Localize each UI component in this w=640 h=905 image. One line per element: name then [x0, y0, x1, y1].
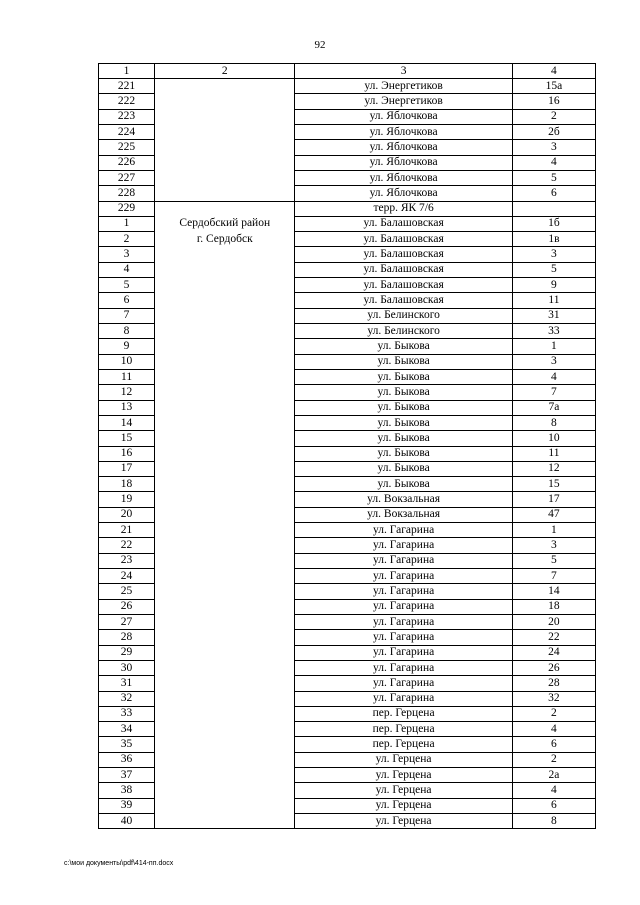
row-number-cell: 21 [99, 523, 155, 538]
table-row [99, 216, 596, 231]
district-cell [155, 79, 295, 94]
table-row [99, 201, 596, 216]
table-row [99, 109, 596, 124]
row-number-cell: 6 [99, 293, 155, 308]
table-row [99, 446, 596, 461]
house-number-cell: 20 [512, 614, 595, 629]
table-row [99, 385, 596, 400]
house-number-cell: 4 [512, 369, 595, 384]
district-cell [155, 369, 295, 384]
street-cell: ул. Гагарина [295, 614, 512, 629]
district-cell [155, 186, 295, 201]
row-number-cell: 227 [99, 170, 155, 185]
table-row [99, 814, 596, 829]
street-cell: пер. Герцена [295, 706, 512, 721]
district-cell [155, 308, 295, 323]
house-number-cell: 16 [512, 94, 595, 109]
row-number-cell: 38 [99, 783, 155, 798]
page-number: 92 [314, 39, 326, 51]
house-number-cell: 18 [512, 599, 595, 614]
table-row [99, 186, 596, 201]
district-cell [155, 155, 295, 170]
table-row [99, 232, 596, 247]
row-number-cell: 23 [99, 553, 155, 568]
house-number-cell: 9 [512, 278, 595, 293]
table-row [99, 278, 596, 293]
street-cell: ул. Гагарина [295, 676, 512, 691]
table-row [99, 523, 596, 538]
street-cell: ул. Быкова [295, 369, 512, 384]
house-number-cell: 4 [512, 155, 595, 170]
table-row [99, 768, 596, 783]
district-cell [155, 170, 295, 185]
district-cell [155, 507, 295, 522]
street-cell: ул. Гагарина [295, 691, 512, 706]
district-cell [155, 247, 295, 262]
row-number-cell: 31 [99, 676, 155, 691]
row-number-cell: 37 [99, 768, 155, 783]
street-cell: ул. Энергетиков [295, 79, 512, 94]
street-cell: ул. Быкова [295, 461, 512, 476]
row-number-cell: 24 [99, 569, 155, 584]
house-number-cell [512, 201, 595, 216]
table-row [99, 293, 596, 308]
row-number-cell: 36 [99, 752, 155, 767]
row-number-cell: 9 [99, 339, 155, 354]
house-number-cell: 1в [512, 232, 595, 247]
table-row [99, 140, 596, 155]
street-cell: ул. Гагарина [295, 553, 512, 568]
district-cell [155, 262, 295, 277]
street-cell: ул. Быкова [295, 431, 512, 446]
house-number-cell: 11 [512, 446, 595, 461]
street-cell: ул. Вокзальная [295, 492, 512, 507]
table-row [99, 553, 596, 568]
street-cell: ул. Герцена [295, 752, 512, 767]
street-cell: ул. Герцена [295, 783, 512, 798]
row-number-cell: 1 [99, 216, 155, 231]
district-cell [155, 431, 295, 446]
house-number-cell: 2 [512, 109, 595, 124]
table-row [99, 660, 596, 675]
table-row [99, 339, 596, 354]
row-number-cell: 16 [99, 446, 155, 461]
district-cell [155, 798, 295, 813]
street-cell: ул. Гагарина [295, 660, 512, 675]
row-number-cell: 11 [99, 369, 155, 384]
street-cell: ул. Балашовская [295, 216, 512, 231]
street-cell: ул. Гагарина [295, 569, 512, 584]
row-number-cell: 2 [99, 232, 155, 247]
table-row [99, 415, 596, 430]
district-cell: г. Сердобск [155, 232, 295, 247]
table-row [99, 722, 596, 737]
house-number-cell: 7 [512, 385, 595, 400]
row-number-cell: 221 [99, 79, 155, 94]
table-row [99, 507, 596, 522]
row-number-cell: 7 [99, 308, 155, 323]
house-number-cell: 4 [512, 783, 595, 798]
house-number-cell: 1 [512, 523, 595, 538]
table-row [99, 431, 596, 446]
house-number-cell: 6 [512, 737, 595, 752]
address-table-body [99, 79, 596, 829]
row-number-cell: 22 [99, 538, 155, 553]
house-number-cell: 3 [512, 247, 595, 262]
house-number-cell: 7 [512, 569, 595, 584]
row-number-cell: 15 [99, 431, 155, 446]
address-table [98, 63, 596, 829]
district-cell [155, 752, 295, 767]
table-header-row [99, 64, 596, 79]
table-row [99, 676, 596, 691]
district-cell: Сердобский район [155, 216, 295, 231]
district-cell [155, 278, 295, 293]
table-row [99, 155, 596, 170]
street-cell: ул. Яблочкова [295, 186, 512, 201]
street-cell: пер. Герцена [295, 737, 512, 752]
row-number-cell: 17 [99, 461, 155, 476]
table-row [99, 124, 596, 139]
table-row [99, 599, 596, 614]
table-row [99, 569, 596, 584]
house-number-cell: 3 [512, 140, 595, 155]
house-number-cell: 6 [512, 798, 595, 813]
street-cell: ул. Быкова [295, 400, 512, 415]
column-header-4: 4 [512, 64, 595, 79]
table-row [99, 477, 596, 492]
street-cell: ул. Быкова [295, 339, 512, 354]
street-cell: ул. Яблочкова [295, 155, 512, 170]
district-cell [155, 569, 295, 584]
house-number-cell: 32 [512, 691, 595, 706]
district-cell [155, 492, 295, 507]
table-row [99, 262, 596, 277]
house-number-cell: 3 [512, 538, 595, 553]
house-number-cell: 47 [512, 507, 595, 522]
table-row [99, 461, 596, 476]
street-cell: ул. Быкова [295, 385, 512, 400]
house-number-cell: 1б [512, 216, 595, 231]
district-cell [155, 400, 295, 415]
house-number-cell: 8 [512, 814, 595, 829]
street-cell: ул. Яблочкова [295, 170, 512, 185]
district-cell [155, 293, 295, 308]
house-number-cell: 2 [512, 706, 595, 721]
row-number-cell: 225 [99, 140, 155, 155]
address-table-header [99, 64, 596, 79]
row-number-cell: 32 [99, 691, 155, 706]
table-row [99, 324, 596, 339]
table-row [99, 538, 596, 553]
street-cell: ул. Белинского [295, 308, 512, 323]
row-number-cell: 35 [99, 737, 155, 752]
table-row [99, 783, 596, 798]
street-cell: ул. Балашовская [295, 247, 512, 262]
district-cell [155, 814, 295, 829]
district-cell [155, 339, 295, 354]
row-number-cell: 30 [99, 660, 155, 675]
street-cell: ул. Балашовская [295, 278, 512, 293]
district-cell [155, 461, 295, 476]
house-number-cell: 11 [512, 293, 595, 308]
street-cell: ул. Вокзальная [295, 507, 512, 522]
district-cell [155, 783, 295, 798]
house-number-cell: 15а [512, 79, 595, 94]
street-cell: ул. Гагарина [295, 599, 512, 614]
house-number-cell: 7а [512, 400, 595, 415]
street-cell: ул. Балашовская [295, 262, 512, 277]
district-cell [155, 324, 295, 339]
district-cell [155, 140, 295, 155]
street-cell: ул. Гагарина [295, 630, 512, 645]
row-number-cell: 228 [99, 186, 155, 201]
street-cell: ул. Быкова [295, 477, 512, 492]
row-number-cell: 12 [99, 385, 155, 400]
house-number-cell: 6 [512, 186, 595, 201]
table-row [99, 94, 596, 109]
row-number-cell: 3 [99, 247, 155, 262]
house-number-cell: 12 [512, 461, 595, 476]
row-number-cell: 33 [99, 706, 155, 721]
house-number-cell: 5 [512, 262, 595, 277]
house-number-cell: 24 [512, 645, 595, 660]
house-number-cell: 14 [512, 584, 595, 599]
street-cell: пер. Герцена [295, 722, 512, 737]
district-cell [155, 645, 295, 660]
table-row [99, 798, 596, 813]
row-number-cell: 224 [99, 124, 155, 139]
table-row [99, 737, 596, 752]
house-number-cell: 4 [512, 722, 595, 737]
street-cell: ул. Яблочкова [295, 109, 512, 124]
street-cell: ул. Яблочкова [295, 140, 512, 155]
district-cell [155, 737, 295, 752]
column-header-3: 3 [295, 64, 512, 79]
row-number-cell: 20 [99, 507, 155, 522]
column-header-2: 2 [155, 64, 295, 79]
district-cell [155, 706, 295, 721]
district-cell [155, 676, 295, 691]
table-row [99, 170, 596, 185]
row-number-cell: 19 [99, 492, 155, 507]
footer-file-path: c:\мои документы\pdf\414-пп.docx [64, 860, 174, 867]
table-row [99, 247, 596, 262]
house-number-cell: 17 [512, 492, 595, 507]
table-row [99, 752, 596, 767]
row-number-cell: 40 [99, 814, 155, 829]
row-number-cell: 223 [99, 109, 155, 124]
house-number-cell: 10 [512, 431, 595, 446]
row-number-cell: 28 [99, 630, 155, 645]
house-number-cell: 22 [512, 630, 595, 645]
row-number-cell: 10 [99, 354, 155, 369]
district-cell [155, 614, 295, 629]
house-number-cell: 8 [512, 415, 595, 430]
street-cell: терр. ЯК 7/6 [295, 201, 512, 216]
row-number-cell: 222 [99, 94, 155, 109]
district-cell [155, 477, 295, 492]
table-row [99, 614, 596, 629]
house-number-cell: 5 [512, 170, 595, 185]
street-cell: ул. Энергетиков [295, 94, 512, 109]
street-cell: ул. Быкова [295, 415, 512, 430]
district-cell [155, 523, 295, 538]
table-row [99, 354, 596, 369]
street-cell: ул. Гагарина [295, 523, 512, 538]
district-cell [155, 354, 295, 369]
street-cell: ул. Белинского [295, 324, 512, 339]
district-cell [155, 630, 295, 645]
column-header-1: 1 [99, 64, 155, 79]
district-cell [155, 599, 295, 614]
table-row [99, 584, 596, 599]
house-number-cell: 5 [512, 553, 595, 568]
district-cell [155, 722, 295, 737]
district-cell [155, 691, 295, 706]
row-number-cell: 13 [99, 400, 155, 415]
district-cell [155, 385, 295, 400]
table-row [99, 691, 596, 706]
house-number-cell: 2 [512, 752, 595, 767]
district-cell [155, 201, 295, 216]
row-number-cell: 27 [99, 614, 155, 629]
house-number-cell: 2а [512, 768, 595, 783]
street-cell: ул. Балашовская [295, 232, 512, 247]
table-row [99, 645, 596, 660]
street-cell: ул. Герцена [295, 814, 512, 829]
house-number-cell: 1 [512, 339, 595, 354]
row-number-cell: 39 [99, 798, 155, 813]
house-number-cell: 33 [512, 324, 595, 339]
street-cell: ул. Гагарина [295, 538, 512, 553]
district-cell [155, 553, 295, 568]
row-number-cell: 18 [99, 477, 155, 492]
district-cell [155, 415, 295, 430]
street-cell: ул. Гагарина [295, 584, 512, 599]
table-row [99, 492, 596, 507]
row-number-cell: 29 [99, 645, 155, 660]
district-cell [155, 124, 295, 139]
row-number-cell: 34 [99, 722, 155, 737]
district-cell [155, 446, 295, 461]
row-number-cell: 26 [99, 599, 155, 614]
house-number-cell: 26 [512, 660, 595, 675]
street-cell: ул. Быкова [295, 446, 512, 461]
row-number-cell: 25 [99, 584, 155, 599]
house-number-cell: 3 [512, 354, 595, 369]
house-number-cell: 28 [512, 676, 595, 691]
table-row [99, 706, 596, 721]
street-cell: ул. Герцена [295, 768, 512, 783]
street-cell: ул. Гагарина [295, 645, 512, 660]
table-row [99, 369, 596, 384]
street-cell: ул. Яблочкова [295, 124, 512, 139]
district-cell [155, 660, 295, 675]
table-row [99, 400, 596, 415]
row-number-cell: 226 [99, 155, 155, 170]
row-number-cell: 229 [99, 201, 155, 216]
house-number-cell: 2б [512, 124, 595, 139]
street-cell: ул. Балашовская [295, 293, 512, 308]
house-number-cell: 31 [512, 308, 595, 323]
district-cell [155, 109, 295, 124]
row-number-cell: 8 [99, 324, 155, 339]
row-number-cell: 5 [99, 278, 155, 293]
district-cell [155, 538, 295, 553]
district-cell [155, 94, 295, 109]
table-row [99, 308, 596, 323]
district-cell [155, 584, 295, 599]
row-number-cell: 14 [99, 415, 155, 430]
street-cell: ул. Герцена [295, 798, 512, 813]
house-number-cell: 15 [512, 477, 595, 492]
row-number-cell: 4 [99, 262, 155, 277]
district-cell [155, 768, 295, 783]
table-row [99, 79, 596, 94]
table-row [99, 630, 596, 645]
street-cell: ул. Быкова [295, 354, 512, 369]
